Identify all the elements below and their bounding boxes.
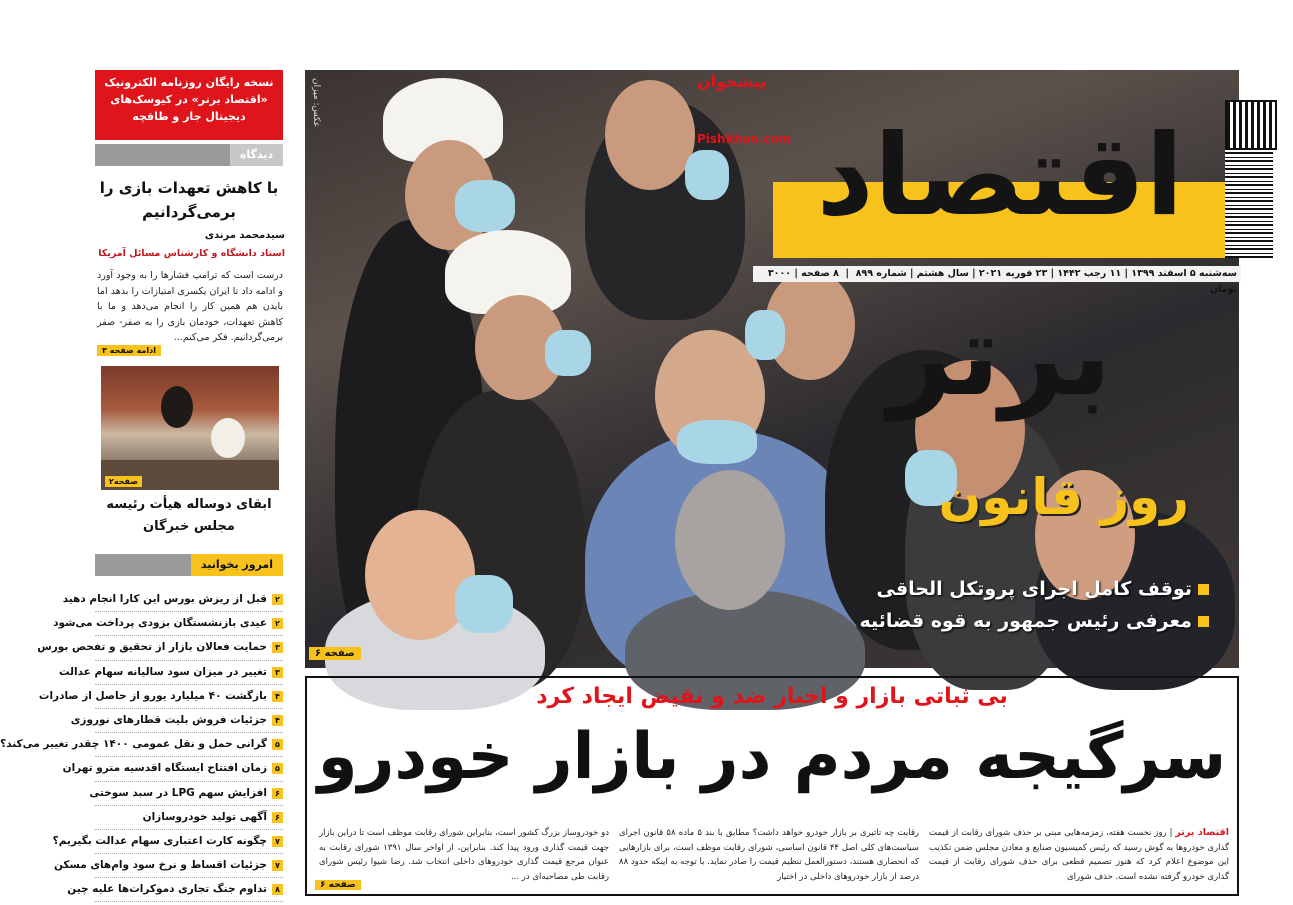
photo-page-tag: صفحه۲	[105, 476, 142, 487]
story-byline: اقتصاد برتر	[1175, 827, 1229, 838]
opinion-author: سیدمحمد مرندی	[204, 230, 285, 241]
page-number-badge: ۳	[272, 642, 283, 653]
photo-face	[605, 80, 695, 190]
read-today-label: امروز بخوانید	[191, 554, 283, 576]
list-item[interactable]	[53, 612, 283, 636]
list-item[interactable]	[89, 782, 283, 806]
opinion-section-bar	[95, 144, 283, 166]
opinion-title[interactable]: با کاهش تعهدات بازی را برمی‌گردانیم	[99, 179, 279, 221]
photo-head	[675, 470, 785, 610]
story-text: رقابت چه تاثیری بر بازار خودرو خواهد داشت؟ مطابق با بند ۵ ماده ۵۸ قانون اجرای سیاست‌های کلی اصل ۴۴ قانون اساسی، شورای رقابت موظف است، برای بازارهایی که انحصاری هستند، دستورالعمل تنظیم قیمت را صادر نماید. با توجه به اینکه حدود ۸۸ درصد از بازار خودروهای داخلی در اختیار	[619, 828, 919, 882]
photo-subheadline[interactable]	[860, 610, 1210, 632]
story-column: اقتصاد برتر | روز نخست هفته، زمزمه‌هایی مبنی بر حذف شورای رقابت از قیمت گذاری خودروها به گوش رسید که رئیس کمیسیون صنایع و معادن مجلس ضمن تکذیب این موضوع اعلام کرد که هنوز تصمیم قطعی برای حذف شورای رقابت از قیمت گذاری خودرو گرفته نشده است. حذف شورای	[929, 827, 1229, 882]
photo-subheadline[interactable]	[877, 578, 1209, 600]
page-number-badge: ۸	[272, 884, 283, 895]
page-number-badge: ۲	[272, 618, 283, 629]
page-number-badge: ۲	[272, 594, 283, 605]
list-item-text: جزئیات اقساط و نرخ سود وام‌های مسکن	[53, 859, 267, 872]
list-item[interactable]	[38, 685, 283, 709]
story-kicker: بی ثباتی بازار و اخبار ضد و نقیض ایجاد کرد	[536, 684, 1008, 709]
promo-text: نسخه رایگان روزنامه الکترونیک «اقتصاد برتر» در کیوسک‌های دیجیتال جار و طاقچه	[104, 76, 274, 123]
list-item-text: جزئیات فروش بلیت قطارهای نوروزی	[70, 713, 267, 726]
list-item-text: گرانی حمل و نقل عمومی ۱۴۰۰ چقدر تغییر می‌کند؟	[0, 738, 267, 751]
page-number-badge: ۷	[272, 836, 283, 847]
list-item[interactable]	[0, 733, 283, 757]
page-number-badge: ۳	[272, 667, 283, 678]
page-number-badge: ۷	[272, 860, 283, 871]
page-tag[interactable]: صفحه ۶	[315, 880, 361, 890]
assembly-photo[interactable]	[101, 366, 279, 490]
list-item-text: تغییر در میزان سود سالیانه سهام عدالت	[58, 665, 267, 678]
story-column	[619, 826, 919, 884]
photo-headline[interactable]: روز قانون	[938, 468, 1189, 526]
list-item-text: عیدی بازنشستگان بزودی پرداخت می‌شود	[53, 617, 267, 630]
photo-mask	[677, 420, 757, 464]
story-headline[interactable]: سرگیجه مردم در بازار خودرو	[317, 720, 1227, 794]
opinion-author-role: استاد دانشگاه و کارشناس مسائل آمریکا	[98, 248, 285, 259]
photo-mask	[685, 150, 729, 200]
read-today-list	[0, 588, 283, 902]
list-item[interactable]	[53, 854, 283, 878]
masthead-title[interactable]: اقتصاد برتر	[816, 111, 1184, 421]
read-today-bar	[95, 554, 283, 576]
photo-mask	[455, 575, 513, 633]
list-item[interactable]	[62, 757, 283, 781]
page-number-badge: ۴	[272, 691, 283, 702]
page-number-badge: ۵	[272, 739, 283, 750]
continued-tag[interactable]: ادامه صفحه ۳	[97, 345, 161, 356]
date-line: سه‌شنبه ۵ اسفند ۱۳۹۹ | ۱۱ رجب ۱۴۴۲ | ۲۳ فوریه ۲۰۲۱ | سال هشتم | شماره ۸۹۹ | ۸ صفحه | ۳۰۰۰ تومان	[753, 266, 1241, 282]
main-photo[interactable]	[305, 70, 1239, 668]
list-item[interactable]	[62, 588, 283, 612]
photo-figure	[161, 386, 193, 428]
list-item[interactable]	[95, 806, 283, 830]
story-column	[319, 826, 609, 884]
barcode-icon	[1225, 150, 1273, 258]
bullet-icon	[1198, 616, 1209, 627]
opinion-body: درست است که ترامپ فشارها را به وجود آورد و ادامه داد تا ایران یکسری امتیازات را بدهد اما بایدن هم همین کار را انجام می‌دهد و ما با کاهش تعهدات، خودمان بازی را به صفر- صفر برمی‌گردانیم. فکر می‌کنم...	[97, 270, 283, 343]
pishkhan-url: Pishkhan.com	[697, 132, 792, 146]
photo-mask	[745, 310, 785, 360]
page-number-badge: ۵	[272, 763, 283, 774]
photo-mask	[545, 330, 591, 376]
list-item[interactable]	[58, 661, 283, 685]
pages-price: ۸ صفحه | ۳۰۰۰ تومان	[767, 268, 1237, 295]
list-item-text: آگهی تولید خودروسازان	[142, 810, 267, 823]
list-item-text: قبل از ریزش بورس این کارا انجام دهید	[62, 593, 267, 605]
issue-date: سه‌شنبه ۵ اسفند ۱۳۹۹ | ۱۱ رجب ۱۴۴۲ | ۲۳ فوریه ۲۰۲۱ | سال هشتم | شماره ۸۹۹	[855, 268, 1237, 279]
lead-story	[305, 676, 1239, 896]
subheadline-text: معرفی رئیس جمهور به قوه قضائیه	[859, 610, 1192, 632]
story-text: روز نخست هفته، زمزمه‌هایی مبنی بر حذف شورای رقابت از قیمت گذاری خودروها به گوش رسید که رئیس کمیسیون صنایع و معادن مجلس ضمن تکذیب این موضوع اعلام کرد که هنوز تصمیم قطعی برای حذف شورای رقابت از قیمت گذاری خودرو گرفته نشده است. حذف شورای	[929, 828, 1229, 882]
subheadline-text: توقف کامل اجرای پروتکل الحاقی	[876, 578, 1192, 600]
page-number-badge: ۶	[272, 812, 283, 823]
page-number-badge: ۴	[272, 715, 283, 726]
list-item[interactable]	[67, 878, 283, 902]
left-column	[0, 70, 287, 900]
list-item[interactable]	[37, 636, 283, 660]
photo-mask	[455, 180, 515, 232]
list-item-text: زمان افتتاح ایستگاه اقدسیه مترو تهران	[62, 762, 267, 775]
list-item[interactable]	[70, 709, 283, 733]
list-item-text: تداوم جنگ تجاری دموکرات‌ها علیه چین	[67, 883, 267, 896]
list-item-text: بازگشت ۴۰ میلیارد یورو از حاصل از صادرات	[38, 689, 267, 702]
bullet-icon	[1198, 584, 1209, 595]
list-item-text: حمایت فعالان بازار از تحقیق و تفحص بورس	[37, 641, 267, 654]
page-number-badge: ۶	[272, 788, 283, 799]
photo-figure	[211, 418, 245, 458]
list-item-text: چگونه کارت اعتباری سهام عدالت بگیریم؟	[52, 834, 267, 847]
list-item[interactable]	[52, 830, 283, 854]
photo-credit: عکس: میزان	[311, 78, 321, 128]
opinion-section-label: دیدگاه	[230, 144, 283, 166]
list-item-text: افزایش سهم LPG در سبد سوختی	[89, 786, 267, 799]
photo-caption[interactable]: ابقای دوساله هیأت رئیسه مجلس خبرگان	[106, 497, 272, 534]
story-text: دو خودروساز بزرگ کشور است، بنابراین شورای رقابت موظف است تا دراین بازار جهت قیمت گذاری ورود پیدا کند. بنابراین، از اواخر سال ۱۳۹۱ شورای رقابت به عنوان مرجع قیمت گذاری خودروهای داخلی انتخاب شد. رضا شیوا رئیس شورای رقابت طی مصاحبه‌ای در ...	[319, 828, 609, 882]
story-columns	[313, 826, 1229, 888]
page-tag[interactable]: صفحه ۶	[309, 647, 361, 660]
promo-box[interactable]	[95, 70, 283, 140]
pishkhan-stamp: پیشخوان	[697, 72, 767, 91]
qr-code-icon[interactable]	[1225, 100, 1277, 150]
